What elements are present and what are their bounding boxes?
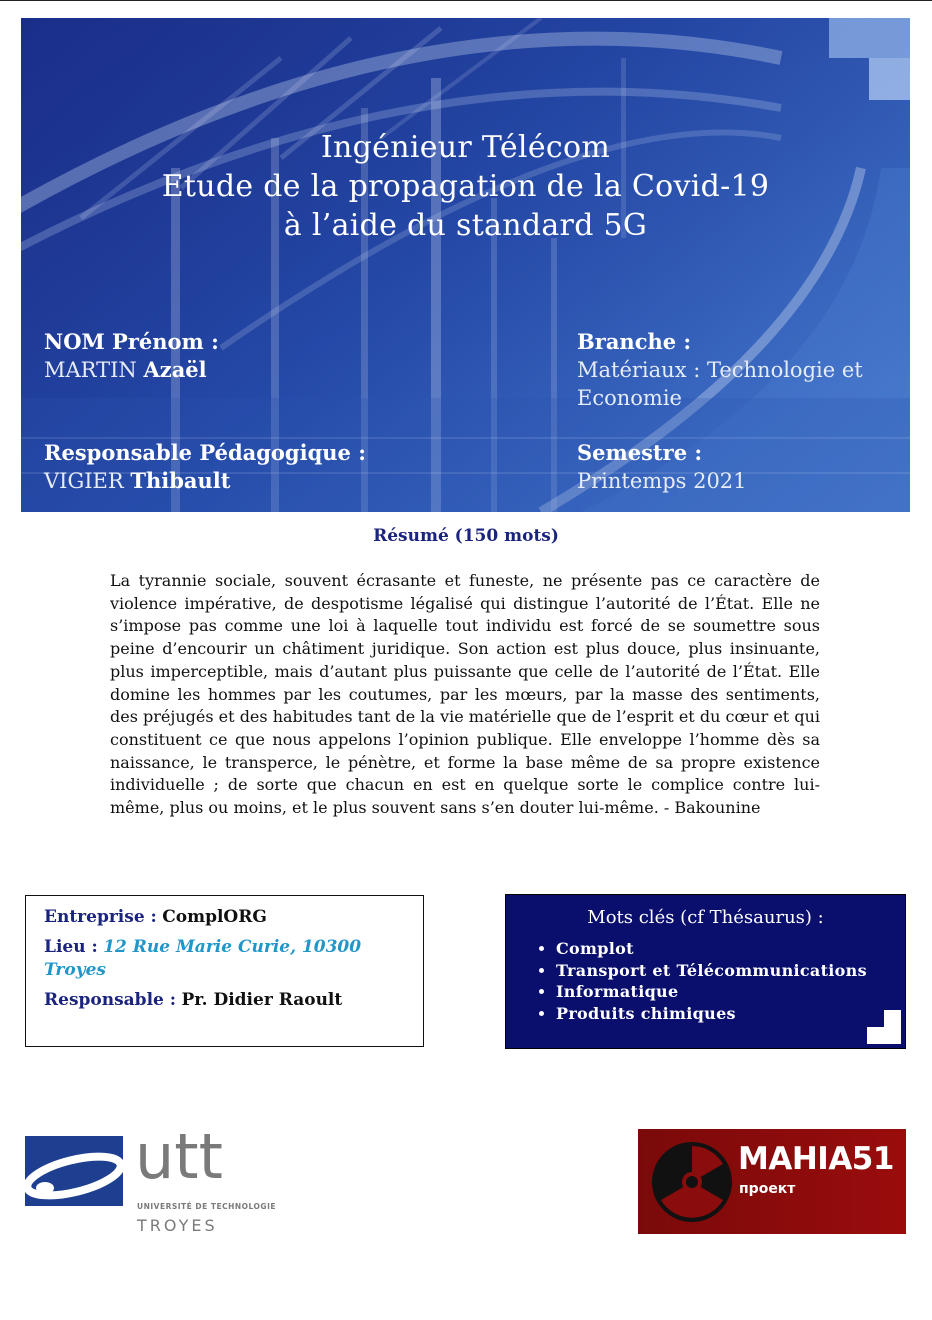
radiation-icon [650,1140,734,1224]
manager-value: Pr. Didier Raoult [181,990,343,1010]
document-title [21,128,910,245]
keyword-item: • Produits chimiques [556,1003,905,1025]
mahia-wordmark: MAHIA51 [738,1141,894,1177]
corner-steps-icon [867,1010,901,1044]
utt-city: TROYES [137,1216,218,1235]
building-background-image [21,18,910,512]
company-value: ComplORG [162,907,267,927]
branch-label: Branche : [577,329,692,354]
utt-subtitle: UNIVERSITÉ DE TECHNOLOGIE [137,1202,276,1211]
utt-wordmark: utt [135,1120,223,1193]
supervisor-label: Responsable Pédagogique : [44,440,366,465]
keyword-item: • Transport et Télécommunications [556,960,905,982]
student-name-block [44,328,219,384]
place-value: 12 Rue Marie Curie, 10300 Troyes [44,937,362,980]
keyword-item: • Complot [556,938,905,960]
company-row [44,906,405,929]
abstract-title: Résumé (150 mots) [373,526,559,546]
header-banner [21,18,910,512]
branch-block [577,328,867,412]
supervisor-block [44,439,366,495]
abstract-text: La tyrannie sociale, souvent écrasante et funeste, ne présente pas ce caractère de violence impérative, de despotisme légalisé qui distingue l’autorité de l’État. Elle ne s’impose pas comme une loi à laquelle tout individu est forcé de se soumettre sous peine d’encourir un châtiment juridique. Son action est plus douce, plus insinuante, plus imperceptible, mais d’autant plus puissante que celle de l’autorité de l’État. Elle domine les hommes par les coutumes, par les mœurs, par la masse des sentiments, des préjugés et des habitudes tant de la vie matérielle que de l’esprit et du cœur et qui constituent ce que nous appelons l’opinion publique. Elle enveloppe l’homme dès sa naissance, le transperce, le pénètre, et forme la base même de sa propre existence individuelle ; de sorte que chacun en est en quelque sorte le complice contre lui-même, plus ou moins, et le plus souvent sans s’en douter lui-même. - Bakounine [110,571,820,818]
semester-block [577,439,747,495]
manager-row [44,989,405,1012]
place-row [44,936,405,982]
keyword-item: • Informatique [556,981,905,1003]
keywords-list [506,938,905,1024]
semester-value: Printemps 2021 [577,469,747,493]
name-value [44,356,219,384]
manager-label: Responsable : [44,990,177,1010]
name-first: Azaël [143,357,207,382]
company-label: Entreprise : [44,907,157,927]
mahia51-logo [638,1129,906,1234]
mahia-subtitle: проект [739,1181,796,1197]
title-line-1: Ingénieur Télécom [320,130,611,165]
company-info-box [25,895,424,1047]
supervisor-last: VIGIER [44,469,124,493]
place-label: Lieu : [44,937,98,957]
keywords-box [505,894,906,1049]
branch-value: Matériaux : Technologie et Economie [577,358,863,410]
keywords-title: Mots clés (cf Thésaurus) : [587,907,824,928]
name-label: NOM Prénom : [44,329,219,354]
utt-logo [25,1120,305,1236]
supervisor-value [44,467,366,495]
title-line-2: Etude de la propagation de la Covid-19 [161,169,770,204]
name-last: MARTIN [44,358,137,382]
supervisor-first: Thibault [130,468,231,493]
title-line-3: à l’aide du standard 5G [283,208,648,243]
semester-label: Semestre : [577,440,703,465]
top-rule [0,0,932,1]
utt-emblem-icon [25,1136,123,1206]
